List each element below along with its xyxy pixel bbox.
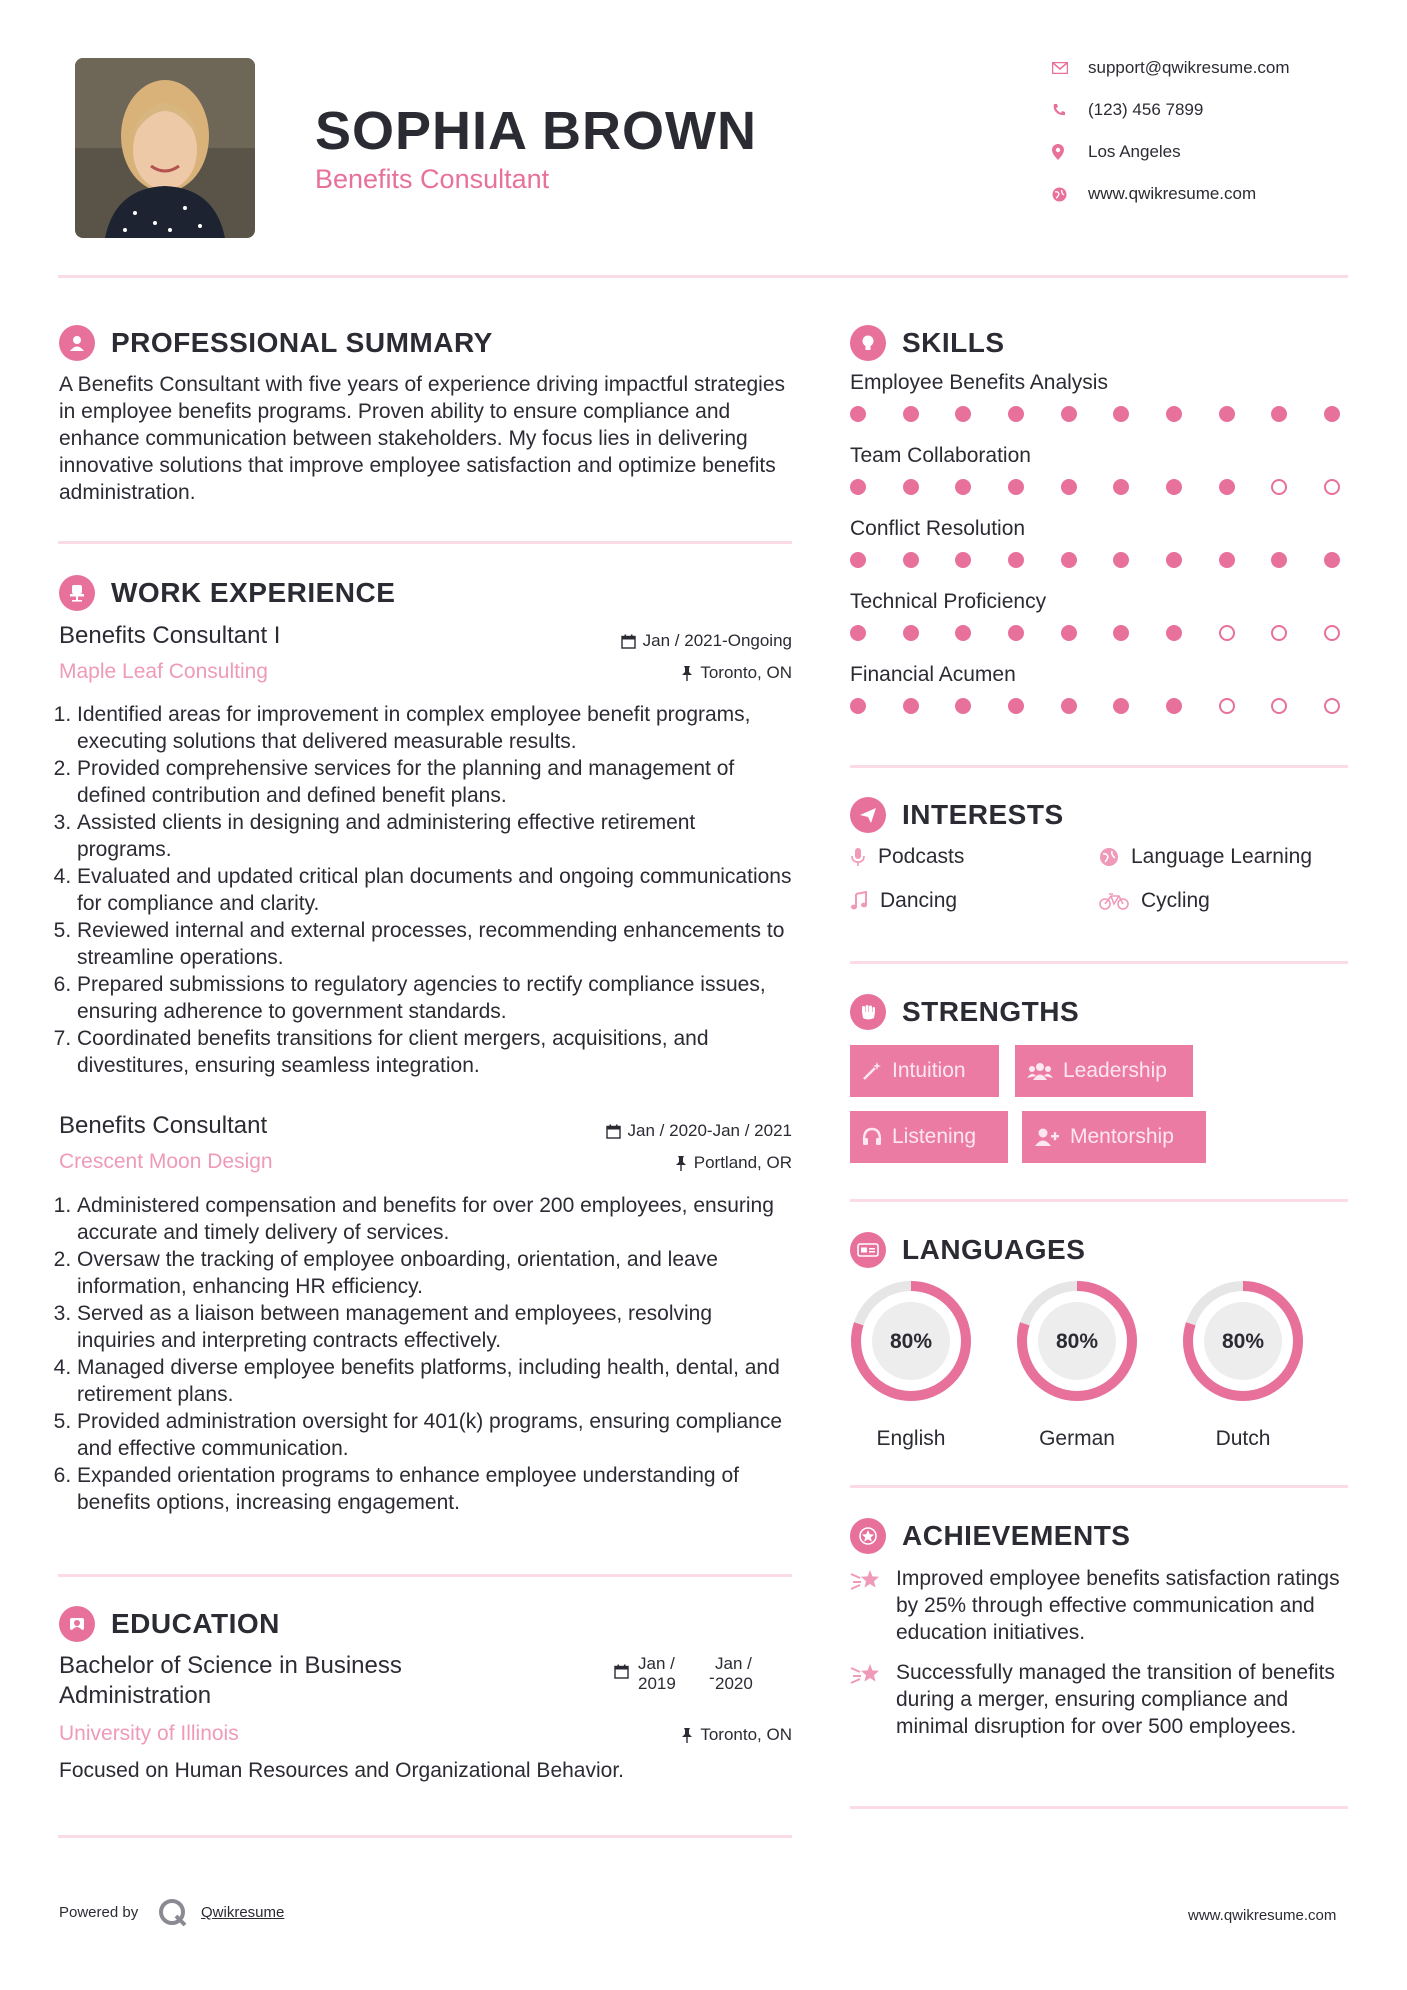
shooting-star-icon: [850, 1566, 882, 1599]
languages-list: [850, 1278, 1350, 1448]
education-start-date: Jan / 2019: [638, 1654, 676, 1693]
achievements-divider: [850, 1806, 1348, 1809]
rating-dot-filled: [1061, 625, 1077, 641]
skill-row: [850, 663, 1350, 736]
duty-item: 5. Reviewed internal and external processes, recommending enhancements to streamline operations.: [77, 917, 794, 971]
company-name: Maple Leaf Consulting: [59, 660, 268, 683]
progress-ring: [1173, 1278, 1313, 1404]
strengths-heading: STRENGTHS: [850, 994, 1079, 1030]
rating-dot-filled: [1113, 625, 1129, 641]
qwikresume-link[interactable]: Qwikresume: [201, 1904, 285, 1921]
language-percent: 80%: [1221, 1330, 1265, 1353]
duty-item: 1. Identified areas for improvement in complex employee benefit programs, executing solutions that delivered measurable results.: [77, 701, 794, 755]
achievements-heading: ACHIEVEMENTS: [850, 1518, 1130, 1554]
skill-name: Team Collaboration: [850, 444, 1031, 467]
company-name: Crescent Moon Design: [59, 1150, 273, 1173]
rating-dot-filled: [1008, 625, 1024, 641]
interest-item: Cycling: [1099, 889, 1210, 913]
rating-dot-empty: [1271, 479, 1287, 495]
shooting-star-icon: [850, 1660, 882, 1693]
achievement-item: Improved employee benefits satisfaction ratings by 25% through effective communication and education initiatives.: [896, 1567, 1340, 1644]
rating-dot-filled: [1166, 625, 1182, 641]
rating-dot-filled: [903, 698, 919, 714]
rating-dot-filled: [1008, 698, 1024, 714]
skill-rating: [850, 479, 1340, 495]
language-percent: 80%: [1055, 1330, 1099, 1353]
job-duties: [59, 1192, 794, 1516]
duty-item: 3. Served as a liaison between management and employees, resolving inquiries and interpreting contracts effectively.: [77, 1300, 794, 1354]
user-plus-icon: [1034, 1127, 1060, 1147]
job-location: Toronto, ON: [500, 663, 792, 683]
duty-item: 2. Provided comprehensive services for the planning and management of defined contribution and defined benefit plans.: [77, 755, 794, 809]
skill-name: Employee Benefits Analysis: [850, 371, 1108, 394]
degree-line-2: Administration: [59, 1682, 212, 1709]
rating-dot-filled: [903, 479, 919, 495]
language-item: [841, 1278, 981, 1451]
rating-dot-filled: [1219, 479, 1235, 495]
map-pin-icon: [1052, 144, 1088, 160]
job-duties: [59, 701, 794, 1079]
fist-icon: [850, 994, 886, 1030]
skills-list: [850, 371, 1350, 736]
rating-dot-filled: [955, 406, 971, 422]
language-item: [1007, 1278, 1147, 1451]
rating-dot-empty: [1271, 625, 1287, 641]
progress-ring: [841, 1278, 981, 1404]
skill-row: [850, 517, 1350, 590]
rating-dot-empty: [1219, 698, 1235, 714]
education-location: Toronto, ON: [500, 1725, 792, 1745]
rating-dot-filled: [1061, 552, 1077, 568]
rating-dot-filled: [1219, 552, 1235, 568]
rating-dot-filled: [903, 625, 919, 641]
experience-heading: WORK EXPERIENCE: [59, 575, 395, 611]
date-separator: -: [709, 1668, 715, 1687]
headphones-icon: [862, 1127, 882, 1147]
lightbulb-icon: [850, 325, 886, 361]
duty-item: 7. Coordinated benefits transitions for client mergers, acquisitions, and divestitures, ensuring seamless integration.: [77, 1025, 794, 1079]
duty-item: 1. Administered compensation and benefits for over 200 employees, ensuring accurate and timely delivery of services.: [77, 1192, 794, 1246]
skill-rating: [850, 625, 1340, 641]
rating-dot-filled: [1271, 552, 1287, 568]
contact-location: Los Angeles: [1052, 142, 1181, 162]
rating-dot-filled: [1008, 406, 1024, 422]
envelope-icon: [1052, 62, 1088, 74]
music-note-icon: [850, 891, 868, 911]
job-location: Portland, OR: [500, 1153, 792, 1173]
experience-divider: [58, 1574, 792, 1577]
school-name: University of Illinois: [59, 1722, 239, 1745]
skill-row: [850, 371, 1350, 444]
language-name: German: [1039, 1427, 1115, 1450]
skill-row: [850, 590, 1350, 663]
users-icon: [1027, 1061, 1053, 1081]
candidate-role: Benefits Consultant: [315, 164, 550, 194]
pushpin-icon: [675, 1156, 687, 1171]
rating-dot-filled: [1324, 406, 1340, 422]
rating-dot-empty: [1271, 698, 1287, 714]
strength-badge: Listening: [850, 1111, 1008, 1163]
job-title: Benefits Consultant I: [59, 622, 281, 649]
calendar-icon: [606, 1124, 621, 1139]
contact-website[interactable]: www.qwikresume.com: [1052, 184, 1256, 204]
education-note: Focused on Human Resources and Organizational Behavior.: [59, 1759, 624, 1782]
calendar-icon: [614, 1664, 629, 1684]
summary-divider: [58, 541, 792, 544]
rating-dot-filled: [850, 625, 866, 641]
summary-heading: PROFESSIONAL SUMMARY: [59, 325, 493, 361]
skill-row: [850, 444, 1350, 517]
magic-wand-icon: [862, 1061, 882, 1081]
skill-rating: [850, 698, 1340, 714]
chair-icon: [59, 575, 95, 611]
duty-item: 6. Prepared submissions to regulatory agencies to rectify compliance issues, ensuring adherence to government standards.: [77, 971, 794, 1025]
header-divider: [58, 275, 1348, 278]
contact-email[interactable]: support@qwikresume.com: [1052, 58, 1290, 78]
rating-dot-filled: [903, 552, 919, 568]
microphone-icon: [850, 847, 866, 867]
interests-divider: [850, 961, 1348, 964]
duty-item: 6. Expanded orientation programs to enhance employee understanding of benefits options, increasing engagement.: [77, 1462, 794, 1516]
interest-item: Podcasts: [850, 845, 964, 869]
skill-rating: [850, 406, 1340, 422]
languages-heading: LANGUAGES: [850, 1232, 1085, 1268]
rating-dot-filled: [1166, 698, 1182, 714]
phone-icon: [1052, 103, 1088, 117]
skills-heading: SKILLS: [850, 325, 1005, 361]
rating-dot-filled: [1061, 698, 1077, 714]
rating-dot-filled: [1166, 479, 1182, 495]
rating-dot-filled: [1008, 479, 1024, 495]
languages-divider: [850, 1485, 1348, 1488]
rating-dot-empty: [1219, 625, 1235, 641]
rating-dot-empty: [1324, 479, 1340, 495]
contact-phone[interactable]: (123) 456 7899: [1052, 100, 1203, 120]
powered-by-label: Powered by: [59, 1904, 139, 1921]
language-percent: 80%: [889, 1330, 933, 1353]
duty-item: 2. Oversaw the tracking of employee onboarding, orientation, and leave information, enhancing HR efficiency.: [77, 1246, 794, 1300]
achievement-item: Successfully managed the transition of benefits during a merger, ensuring compliance and minimal disruption for over 500 employees.: [896, 1661, 1335, 1738]
interest-item: Language Learning: [1099, 845, 1312, 869]
language-name: Dutch: [1215, 1427, 1271, 1450]
degree-line-1: Bachelor of Science in Business: [59, 1652, 402, 1679]
duty-item: 5. Provided administration oversight for 401(k) programs, ensuring compliance and effective communication.: [77, 1408, 794, 1462]
rating-dot-filled: [850, 406, 866, 422]
rating-dot-filled: [955, 698, 971, 714]
rating-dot-filled: [1271, 406, 1287, 422]
candidate-name: SOPHIA BROWN: [315, 101, 757, 161]
rating-dot-filled: [1008, 552, 1024, 568]
language-item: [1173, 1278, 1313, 1451]
language-icon: [850, 1232, 886, 1268]
skill-name: Technical Proficiency: [850, 590, 1047, 613]
rating-dot-filled: [1219, 406, 1235, 422]
skill-name: Financial Acumen: [850, 663, 1016, 686]
user-icon: [59, 325, 95, 361]
rating-dot-filled: [1061, 479, 1077, 495]
bicycle-icon: [1099, 891, 1129, 911]
skill-rating: [850, 552, 1340, 568]
paper-plane-icon: [850, 797, 886, 833]
summary-text: A Benefits Consultant with five years of experience driving impactful strategies in employee benefits programs. Proven ability to ensure compliance and enhance communication between stakeholders. My focus lies in delivering innovative solutions that improve employee satisfaction and optimize benefits administration.: [59, 373, 786, 504]
rating-dot-filled: [1166, 406, 1182, 422]
interest-item: Dancing: [850, 889, 957, 913]
skill-name: Conflict Resolution: [850, 517, 1026, 540]
rating-dot-filled: [1113, 698, 1129, 714]
skills-divider: [850, 765, 1348, 768]
language-name: English: [876, 1427, 946, 1450]
strength-badge: Leadership: [1015, 1045, 1193, 1097]
rating-dot-filled: [1113, 406, 1129, 422]
rating-dot-filled: [955, 479, 971, 495]
rating-dot-empty: [1324, 625, 1340, 641]
qwikresume-logo-icon: [158, 1898, 188, 1933]
interests-heading: INTERESTS: [850, 797, 1064, 833]
rating-dot-filled: [1061, 406, 1077, 422]
job-dates: Jan / 2021-Ongoing: [500, 631, 792, 651]
calendar-icon: [621, 634, 636, 649]
duty-item: 3. Assisted clients in designing and administering effective retirement programs.: [77, 809, 794, 863]
rating-dot-filled: [955, 625, 971, 641]
globe-icon: [1052, 187, 1088, 202]
strength-badge: Mentorship: [1022, 1111, 1206, 1163]
duty-item: 4. Managed diverse employee benefits platforms, including health, dental, and retirement plans.: [77, 1354, 794, 1408]
education-heading: EDUCATION: [59, 1606, 280, 1642]
rating-dot-empty: [1324, 698, 1340, 714]
footer-url[interactable]: www.qwikresume.com: [1188, 1907, 1337, 1924]
rating-dot-filled: [850, 698, 866, 714]
rating-dot-filled: [1113, 479, 1129, 495]
duty-item: 4. Evaluated and updated critical plan documents and ongoing communications for compliance and clarity.: [77, 863, 794, 917]
rating-dot-filled: [1324, 552, 1340, 568]
rating-dot-filled: [1113, 552, 1129, 568]
strengths-divider: [850, 1199, 1348, 1202]
profile-photo: [75, 58, 255, 238]
rating-dot-filled: [903, 406, 919, 422]
globe-icon: [1099, 847, 1119, 867]
rating-dot-filled: [955, 552, 971, 568]
rating-dot-filled: [850, 479, 866, 495]
progress-ring: [1007, 1278, 1147, 1404]
job-title: Benefits Consultant: [59, 1112, 268, 1139]
pushpin-icon: [681, 1728, 693, 1743]
pushpin-icon: [681, 666, 693, 681]
education-divider: [58, 1835, 792, 1838]
job-dates: Jan / 2020-Jan / 2021: [500, 1121, 792, 1141]
graduation-icon: [59, 1606, 95, 1642]
strength-badge: Intuition: [850, 1045, 999, 1097]
rating-dot-filled: [850, 552, 866, 568]
rating-dot-filled: [1166, 552, 1182, 568]
star-badge-icon: [850, 1518, 886, 1554]
education-end-date: Jan / 2020: [715, 1654, 753, 1693]
